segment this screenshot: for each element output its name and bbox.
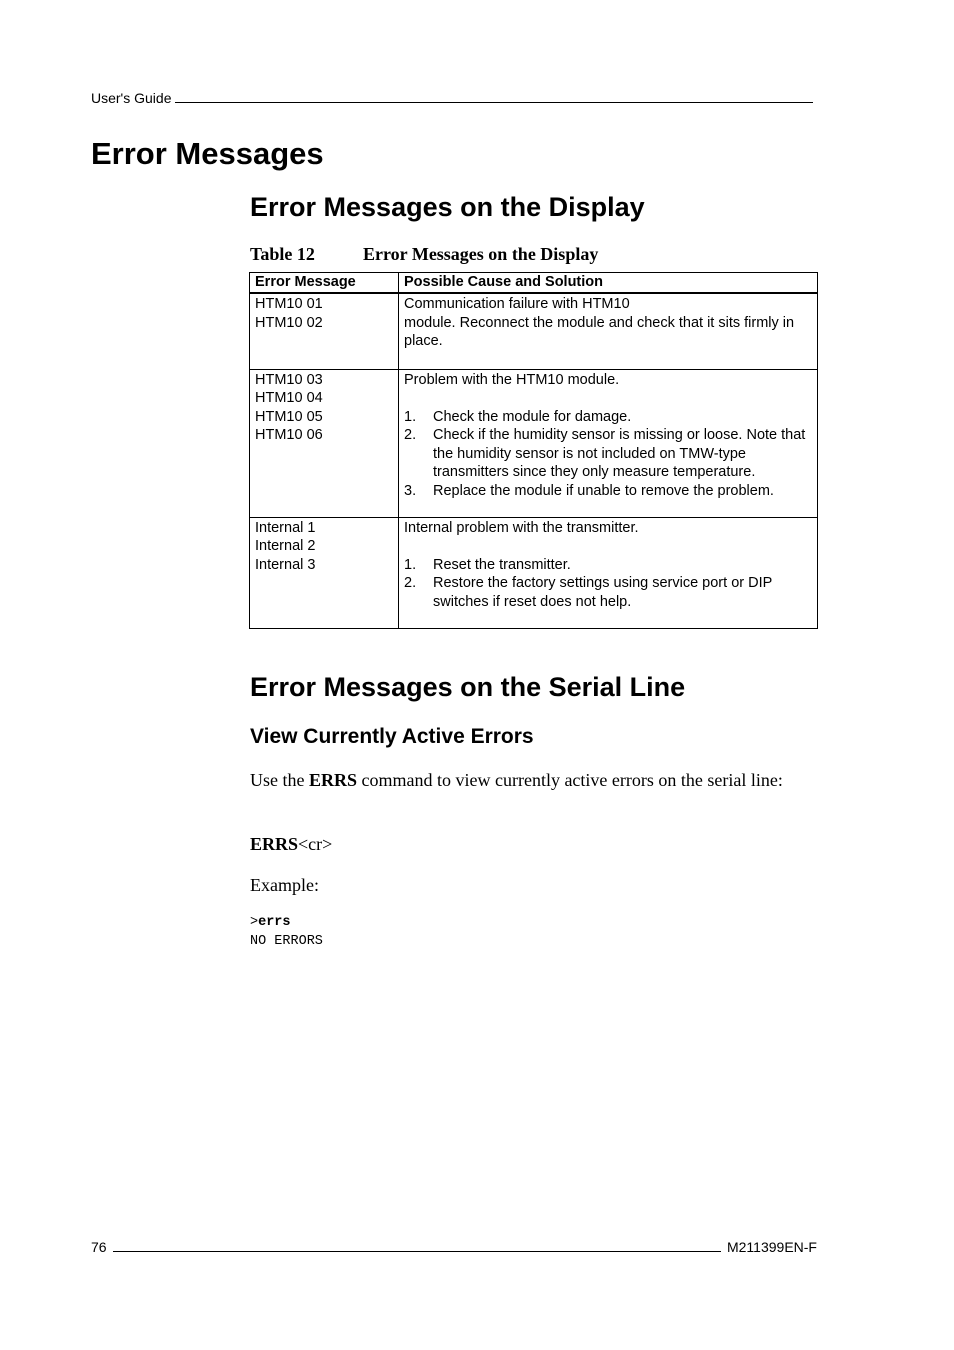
page-footer: [91, 1239, 817, 1255]
example-label: Example:: [250, 875, 319, 895]
error-codes-cell: [250, 293, 399, 369]
solution-step: 1. Reset the transmitter.: [404, 556, 571, 573]
spacer: [404, 389, 813, 408]
error-code: HTM10 06: [255, 427, 323, 443]
cause-cell: [399, 517, 818, 628]
error-code: HTM10 01: [255, 296, 323, 312]
cause-cell: [399, 369, 818, 517]
solution-step: 3. Replace the module if unable to remove the problem.: [404, 482, 774, 499]
command-syntax: ERRS<cr>: [250, 834, 333, 854]
command-name: ERRS: [308, 770, 357, 790]
code-example: [250, 913, 323, 951]
error-code: Internal 1: [255, 519, 316, 536]
table-caption: [250, 244, 598, 265]
spacer: [404, 537, 813, 556]
header-guide-label: User's Guide: [91, 90, 172, 106]
error-code: Internal 3: [255, 556, 316, 573]
error-codes-cell: [250, 369, 399, 517]
error-code: HTM10 05: [255, 408, 323, 425]
document-code: M211399EN-F: [726, 1239, 817, 1255]
cause-text: Communication failure with HTM10: [404, 296, 630, 312]
cause-text: Internal problem with the transmitter.: [404, 519, 639, 536]
solution-steps: [404, 556, 813, 612]
table-number: Table 12: [250, 244, 315, 264]
error-code: Internal 2: [255, 538, 316, 554]
column-header-cause-solution: Possible Cause and Solution: [399, 273, 818, 294]
table-title: Error Messages on the Display: [363, 244, 599, 264]
column-header-error-message: Error Message: [250, 273, 399, 294]
section-heading-serial-line: Error Messages on the Serial Line: [250, 672, 686, 702]
cause-text-continued: module. Reconnect the module and check that it sits firmly in place.: [404, 314, 795, 349]
table-row: [250, 293, 818, 369]
code-input-line: >errs: [250, 915, 291, 930]
table-row: [250, 517, 818, 628]
solution-step: 2. Check if the humidity sensor is missing or loose. Note that the humidity sensor is not included on TMW-type transmitters since they only measure temperature.: [404, 427, 806, 480]
error-codes-cell: [250, 517, 399, 628]
page-header: [91, 90, 813, 106]
code-output-line: NO ERRORS: [250, 934, 323, 949]
error-code: HTM10 03: [255, 371, 323, 388]
footer-rule: [113, 1251, 721, 1252]
section-heading-display: Error Messages on the Display: [250, 192, 645, 222]
error-code: HTM10 04: [255, 390, 323, 406]
solution-steps: [404, 408, 813, 501]
page-title: Error Messages: [91, 136, 324, 171]
cause-text: Problem with the HTM10 module.: [404, 371, 620, 388]
solution-step: 2. Restore the factory settings using service port or DIP switches if reset does not help.: [404, 575, 773, 610]
intro-paragraph: Use the ERRS command to view currently active errors on the serial line:: [250, 770, 783, 790]
subsection-heading-active-errors: View Currently Active Errors: [250, 725, 534, 748]
error-table: [249, 272, 818, 629]
error-code: HTM10 02: [255, 314, 323, 331]
cause-cell: [399, 293, 818, 369]
page-number: 76: [91, 1239, 107, 1255]
table-row: [250, 369, 818, 517]
header-rule: [175, 102, 813, 103]
solution-step: 1. Check the module for damage.: [404, 408, 632, 425]
table-header-row: [250, 273, 818, 294]
